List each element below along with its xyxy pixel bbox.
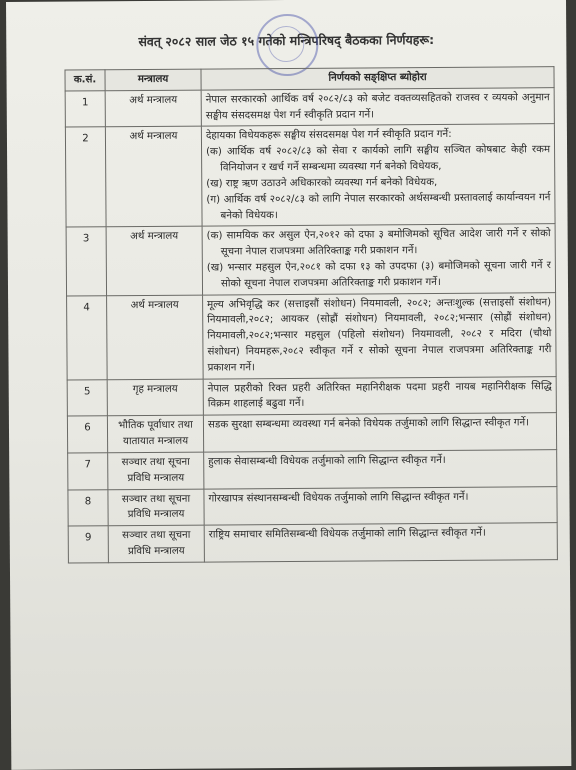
decision-item: (ख) भन्सार महसुल ऐन,२०८१ को दफा १३ को उपदफा (३) बमोजिमको सूचना जारी गर्ने र सोको सूचना नेपाल राजपत्रमा अतिरिक्ताङ्क गरी प्रकाशन गर्ने। bbox=[206, 260, 551, 290]
serial-number: 2 bbox=[65, 127, 106, 227]
document-title: संवत् २०८२ साल जेठ १५ गतेको मन्त्रिपरिषद् बैठकका निर्णयहरू: bbox=[138, 31, 435, 50]
ministry-name: गृह मन्त्रालय bbox=[107, 379, 203, 416]
table-row bbox=[67, 413, 556, 453]
serial-number: 5 bbox=[67, 379, 107, 416]
serial-number: 9 bbox=[68, 526, 108, 563]
decision-cell bbox=[201, 124, 555, 226]
ministry-name: सञ्चार तथा सूचना प्रविधि मन्त्रालय bbox=[108, 525, 204, 562]
table-row bbox=[66, 224, 555, 296]
table-row bbox=[67, 292, 557, 379]
decision-text: सडक सुरक्षा सम्बन्धमा व्यवस्था गर्न बनेको विधेयक तर्जुमाको लागि सिद्धान्त स्वीकृत गर्ने। bbox=[203, 413, 556, 452]
serial-number: 1 bbox=[65, 91, 105, 128]
table-row bbox=[67, 376, 556, 416]
serial-number: 3 bbox=[66, 227, 106, 296]
ministry-name: अर्थ मन्त्रालय bbox=[107, 295, 204, 380]
decision-text: नेपाल प्रहरीको रिक्त प्रहरी अतिरिक्त महानिरीक्षक पदमा प्रहरी नायब महानिरीक्षक सिद्धि विक्रम शाहलाई बढुवा गर्ने। bbox=[203, 376, 556, 415]
document-page bbox=[6, 0, 571, 770]
ministry-name: भौतिक पूर्वाधार तथा यातायात मन्त्रालय bbox=[107, 415, 203, 452]
table-row bbox=[68, 486, 557, 526]
decision-text: गोरखापत्र संस्थानसम्बन्धी विधेयक तर्जुमाको लागि सिद्धान्त स्वीकृत गर्ने। bbox=[204, 486, 557, 525]
decision-item: (ख) राष्ट्र ऋण उठाउने अधिकारको व्यवस्था गर्न बनेको विधेयक, bbox=[206, 176, 438, 190]
decision-text: मूल्य अभिवृद्धि कर (सत्ताइसौं संशोधन) नियमावली, २०८२; अन्तःशुल्क (सत्ताइसौं संशोधन) नियमावली,२०८२; आयकर (सोह्रौं संशोधन) नियमावली, २०८२;भन्सार (सोह्रौं संशोधन) नियमावली,२०८२;भन्सार महसुल (पहिलो संशोधन) नियमावली, २०८२ र मदिरा (चौथो संशोधन) नियमहरू,२०८२ स्वीकृत गर्ने र सोको सूचना नेपाल राजपत्रमा अतिरिक्ताङ्क गरी प्रकाशन गर्ने। bbox=[203, 292, 557, 379]
decision-item: (क) आर्थिक वर्ष २०८२/८३ को सेवा र कार्यको लागि सङ्घीय सञ्चित कोषबाट केही रकम विनियोजन र खर्च गर्ने सम्बन्धमा व्यवस्था गर्न बनेको विधेयक, bbox=[206, 144, 551, 174]
serial-number: 8 bbox=[68, 489, 108, 526]
decision-text: देहायका विधेयकहरू सङ्घीय संसदसमक्ष पेश गर्न स्वीकृति प्रदान गर्ने: bbox=[205, 129, 452, 142]
table-row bbox=[68, 523, 557, 563]
decision-cell bbox=[202, 224, 555, 295]
decision-text: हुलाक सेवासम्बन्धी विधेयक तर्जुमाको लागि सिद्धान्त स्वीकृत गर्ने। bbox=[204, 449, 557, 488]
decisions-table bbox=[64, 66, 557, 563]
serial-number: 7 bbox=[68, 453, 108, 490]
ministry-name: अर्थ मन्त्रालय bbox=[105, 90, 201, 127]
table-row bbox=[68, 449, 557, 489]
column-header-ministry: मन्त्रालय bbox=[105, 69, 201, 90]
serial-number: 6 bbox=[67, 416, 107, 453]
official-stamp bbox=[256, 14, 318, 76]
serial-number: 4 bbox=[67, 295, 108, 379]
decision-item: (ग) आर्थिक वर्ष २०८२/८३ को लागि नेपाल सरकारको अर्थसम्बन्धी प्रस्तावलाई कार्यान्वयन गर्न बनेको विधेयक। bbox=[206, 191, 551, 221]
decision-text: नेपाल सरकारको आर्थिक वर्ष २०८२/८३ को बजेट वक्तव्यसहितको राजस्व र व्ययको अनुमान सङ्घीय संसदसमक्ष पेश गर्न स्वीकृति प्रदान गर्ने। bbox=[201, 87, 554, 126]
ministry-name: अर्थ मन्त्रालय bbox=[105, 127, 202, 228]
ministry-name: सञ्चार तथा सूचना प्रविधि मन्त्रालय bbox=[108, 452, 204, 489]
table-row bbox=[65, 124, 555, 227]
table-row bbox=[65, 87, 554, 127]
column-header-serial: क.सं. bbox=[65, 70, 105, 91]
decision-item: (क) सामयिक कर असुल ऐन,२०१२ को दफा ३ बमोजिमको सूचित आदेश जारी गर्ने र सोको सूचना नेपाल राजपत्रमा अतिरिक्ताङ्क गरी प्रकाशन गर्ने। bbox=[206, 228, 551, 258]
ministry-name: अर्थ मन्त्रालय bbox=[106, 226, 202, 295]
decision-text: राष्ट्रिय समाचार समितिसम्बन्धी विधेयक तर्जुमाको लागि सिद्धान्त स्वीकृत गर्ने। bbox=[204, 523, 557, 562]
ministry-name: सञ्चार तथा सूचना प्रविधि मन्त्रालय bbox=[108, 489, 204, 526]
column-header-decision: निर्णयको सङ्क्षिप्त ब्योहोरा bbox=[201, 67, 554, 90]
